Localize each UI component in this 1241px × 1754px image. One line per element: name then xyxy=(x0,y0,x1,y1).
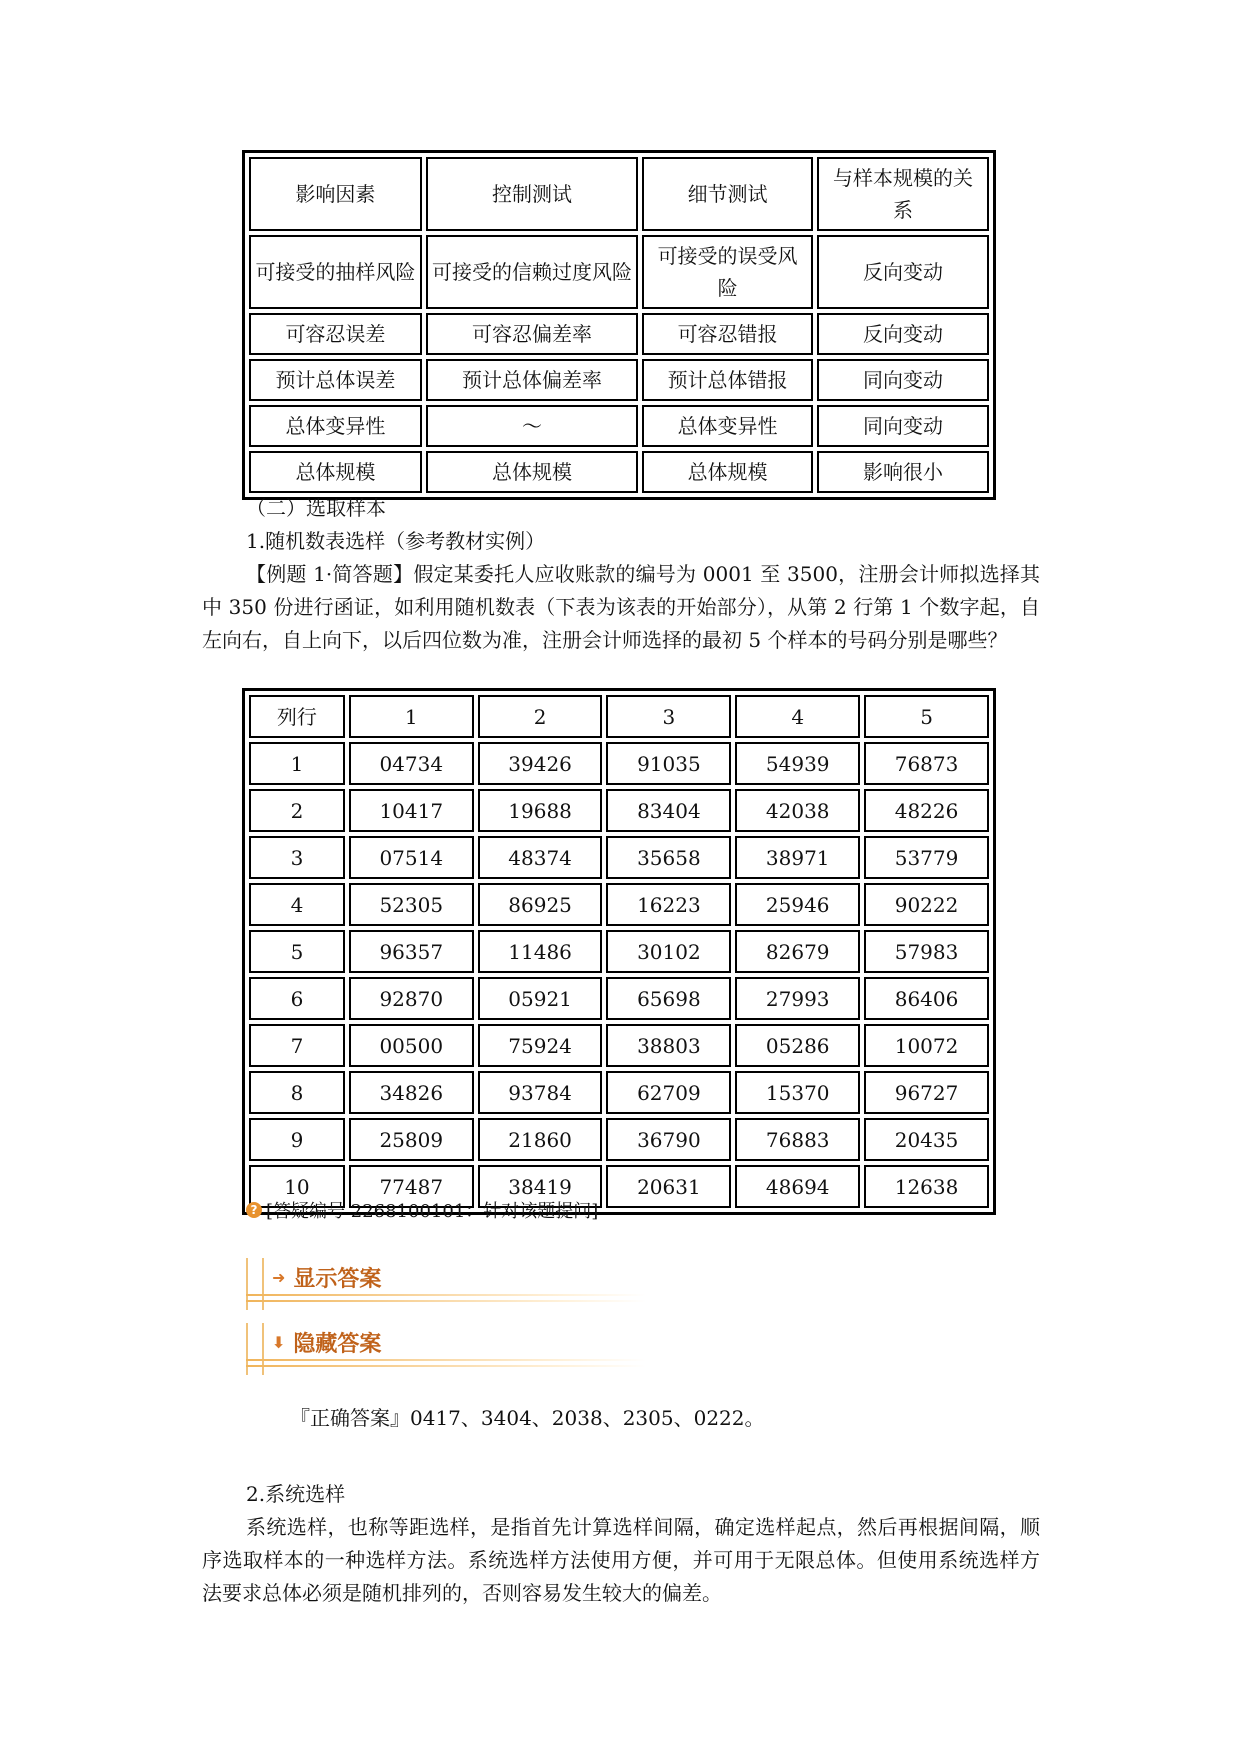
factor-cell: 同向变动 xyxy=(817,359,989,401)
section2-paragraph: 系统选样，也称等距选样，是指首先计算选样间隔，确定选样起点，然后再根据间隔，顺序选取样本的一种选样方法。系统选样方法使用方便，并可用于无限总体。但使用系统选样方法要求总体必须是随机排列的，否则容易发生较大的偏差。 xyxy=(202,1515,1040,1605)
random-cell: 48374 xyxy=(478,836,603,879)
show-answer-text: 显示答案 xyxy=(293,1267,382,1292)
random-cell: 10072 xyxy=(864,1024,989,1067)
divider xyxy=(246,1294,646,1296)
factor-row xyxy=(249,235,989,309)
factor-cell: 可接受的误受风险 xyxy=(642,235,813,309)
random-cell: 75924 xyxy=(478,1024,603,1067)
random-column-header: 2 xyxy=(478,695,603,738)
random-cell: 93784 xyxy=(478,1071,603,1114)
random-column-header: 1 xyxy=(349,695,474,738)
factor-cell: 可容忍偏差率 xyxy=(426,313,638,355)
random-cell: 86406 xyxy=(864,977,989,1020)
faq-link-text: [答疑编号 2268100101：针对该题提问] xyxy=(266,1201,599,1222)
factor-header-row xyxy=(249,157,989,231)
decorative-rails xyxy=(246,1258,264,1310)
random-column-header: 3 xyxy=(606,695,731,738)
random-cell: 10417 xyxy=(349,789,474,832)
random-cell: 90222 xyxy=(864,883,989,926)
random-cell: 76873 xyxy=(864,742,989,785)
subsection-heading: 1.随机数表选样（参考教材实例） xyxy=(246,529,546,553)
factor-cell: 影响很小 xyxy=(817,451,989,493)
random-row xyxy=(249,977,989,1020)
random-cell: 20435 xyxy=(864,1118,989,1161)
random-cell: 15370 xyxy=(735,1071,860,1114)
random-row-number: 2 xyxy=(249,789,345,832)
factor-cell: 总体规模 xyxy=(426,451,638,493)
random-cell: 38971 xyxy=(735,836,860,879)
random-column-header: 5 xyxy=(864,695,989,738)
random-row-number: 9 xyxy=(249,1118,345,1161)
random-row-number: 6 xyxy=(249,977,345,1020)
section2-heading: 2.系统选样 xyxy=(246,1482,346,1506)
random-cell: 30102 xyxy=(606,930,731,973)
random-cell: 38803 xyxy=(606,1024,731,1067)
random-cell: 38419 xyxy=(478,1165,603,1208)
random-cell: 48694 xyxy=(735,1165,860,1208)
random-row-number: 1 xyxy=(249,742,345,785)
random-cell: 21860 xyxy=(478,1118,603,1161)
random-row-number: 7 xyxy=(249,1024,345,1067)
section-heading: （二）选取样本 xyxy=(246,496,386,520)
factor-table xyxy=(242,150,996,500)
random-cell: 00500 xyxy=(349,1024,474,1067)
example-tag: 【例题 1·简答题】 xyxy=(246,562,414,586)
random-cell: 36790 xyxy=(606,1118,731,1161)
factor-cell: 预计总体偏差率 xyxy=(426,359,638,401)
random-row-number: 4 xyxy=(249,883,345,926)
random-cell: 04734 xyxy=(349,742,474,785)
factor-row xyxy=(249,451,989,493)
divider xyxy=(246,1359,646,1361)
random-cell: 86925 xyxy=(478,883,603,926)
random-row-number: 5 xyxy=(249,930,345,973)
factor-cell: 预计总体误差 xyxy=(249,359,422,401)
show-answer-button[interactable] xyxy=(246,1258,646,1310)
random-cell: 34826 xyxy=(349,1071,474,1114)
random-row-number: 8 xyxy=(249,1071,345,1114)
decorative-rails xyxy=(246,1323,264,1375)
random-cell: 16223 xyxy=(606,883,731,926)
random-cell: 52305 xyxy=(349,883,474,926)
factor-cell: 总体变异性 xyxy=(249,405,422,447)
random-cell: 05921 xyxy=(478,977,603,1020)
random-row xyxy=(249,789,989,832)
random-cell: 48226 xyxy=(864,789,989,832)
random-cell: 20631 xyxy=(606,1165,731,1208)
random-cell: 12638 xyxy=(864,1165,989,1208)
random-cell: 11486 xyxy=(478,930,603,973)
faq-link[interactable] xyxy=(246,1197,598,1223)
random-row xyxy=(249,883,989,926)
random-row xyxy=(249,930,989,973)
random-corner-cell: 列行 xyxy=(249,695,345,738)
random-cell: 39426 xyxy=(478,742,603,785)
random-row-number: 10 xyxy=(249,1165,345,1208)
arrow-down-icon: ⬇ xyxy=(272,1333,286,1352)
random-cell: 42038 xyxy=(735,789,860,832)
random-row xyxy=(249,1024,989,1067)
random-cell: 83404 xyxy=(606,789,731,832)
factor-row xyxy=(249,313,989,355)
random-cell: 54939 xyxy=(735,742,860,785)
factor-cell: ～ xyxy=(426,405,638,447)
random-cell: 82679 xyxy=(735,930,860,973)
show-answer-label xyxy=(272,1262,381,1293)
factor-cell: 可接受的信赖过度风险 xyxy=(426,235,638,309)
factor-cell: 可容忍误差 xyxy=(249,313,422,355)
factor-header-cell: 控制测试 xyxy=(426,157,638,231)
random-number-table xyxy=(242,688,996,1215)
random-cell: 96727 xyxy=(864,1071,989,1114)
random-cell: 57983 xyxy=(864,930,989,973)
factor-row xyxy=(249,405,989,447)
example-paragraph xyxy=(202,558,1040,657)
hide-answer-label xyxy=(272,1327,381,1358)
random-cell: 53779 xyxy=(864,836,989,879)
factor-cell: 反向变动 xyxy=(817,313,989,355)
random-header-row xyxy=(249,695,989,738)
random-cell: 05286 xyxy=(735,1024,860,1067)
random-cell: 92870 xyxy=(349,977,474,1020)
random-cell: 77487 xyxy=(349,1165,474,1208)
random-cell: 25809 xyxy=(349,1118,474,1161)
hide-answer-text: 隐藏答案 xyxy=(293,1332,382,1357)
question-icon: ? xyxy=(246,1202,262,1218)
example-text: 假定某委托人应收账款的编号为 0001 至 3500，注册会计师拟选择其中 350 份进行函证，如利用随机数表（下表为该表的开始部分），从第 2 行第 1 个数字起，自左向右，自上向下，以后四位数为准，注册会计师选择的最初 5 个样本的号码分别是哪些？ xyxy=(202,562,1040,652)
random-cell: 96357 xyxy=(349,930,474,973)
random-cell: 35658 xyxy=(606,836,731,879)
random-row xyxy=(249,1071,989,1114)
factor-header-cell: 细节测试 xyxy=(642,157,813,231)
random-cell: 62709 xyxy=(606,1071,731,1114)
factor-cell: 反向变动 xyxy=(817,235,989,309)
random-cell: 76883 xyxy=(735,1118,860,1161)
factor-cell: 可容忍错报 xyxy=(642,313,813,355)
factor-cell: 总体规模 xyxy=(249,451,422,493)
factor-cell: 总体规模 xyxy=(642,451,813,493)
random-cell: 19688 xyxy=(478,789,603,832)
hide-answer-button[interactable] xyxy=(246,1323,646,1375)
factor-cell: 同向变动 xyxy=(817,405,989,447)
random-cell: 07514 xyxy=(349,836,474,879)
random-cell: 65698 xyxy=(606,977,731,1020)
random-cell: 91035 xyxy=(606,742,731,785)
random-column-header: 4 xyxy=(735,695,860,738)
random-row xyxy=(249,1118,989,1161)
factor-header-cell: 与样本规模的关系 xyxy=(817,157,989,231)
divider xyxy=(246,1365,646,1367)
factor-cell: 总体变异性 xyxy=(642,405,813,447)
random-row xyxy=(249,742,989,785)
random-cell: 27993 xyxy=(735,977,860,1020)
random-cell: 25946 xyxy=(735,883,860,926)
factor-cell: 预计总体错报 xyxy=(642,359,813,401)
factor-cell: 可接受的抽样风险 xyxy=(249,235,422,309)
random-row xyxy=(249,836,989,879)
factor-header-cell: 影响因素 xyxy=(249,157,422,231)
correct-answer: 『正确答案』0417、3404、2038、2305、0222。 xyxy=(290,1406,765,1430)
random-row-number: 3 xyxy=(249,836,345,879)
arrow-right-icon: ➜ xyxy=(272,1268,286,1287)
factor-row xyxy=(249,359,989,401)
divider xyxy=(246,1300,646,1302)
